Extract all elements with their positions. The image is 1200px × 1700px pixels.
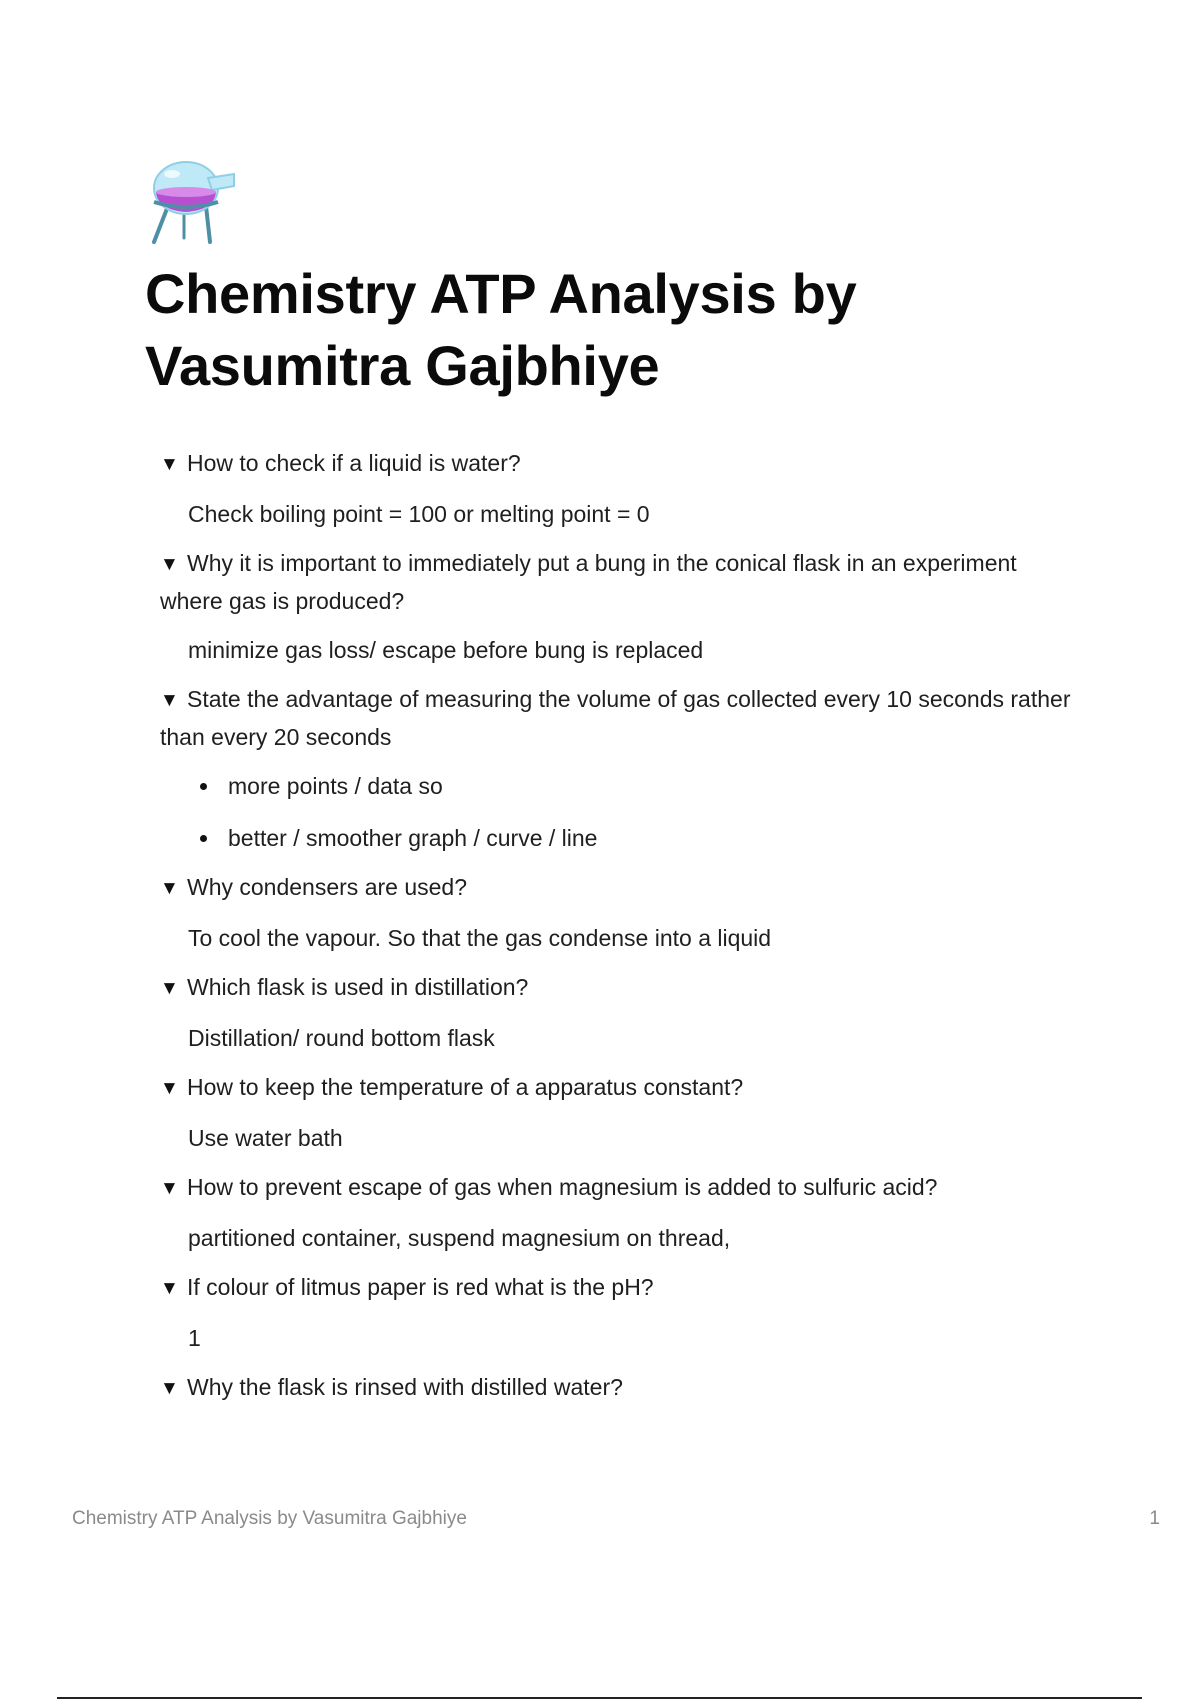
toggle-question[interactable]: ▼ State the advantage of measuring the volume of gas collected every 10 seconds rather than every 20 seconds [160,681,1080,755]
flask-icon [146,158,236,244]
footer-title: Chemistry ATP Analysis by Vasumitra Gajbhiye [72,1508,467,1529]
toggle-question[interactable]: ▼ How to prevent escape of gas when magnesium is added to sulfuric acid? [160,1169,1080,1207]
caret-down-icon[interactable]: ▼ [160,1278,179,1299]
toggle-question[interactable]: ▼ How to check if a liquid is water? [160,445,1080,483]
toggle-question[interactable]: ▼ Why it is important to immediately put a bung in the conical flask in an experiment where gas is produced? [160,545,1080,619]
toggle-block[interactable] [160,681,1080,856]
toggle-list [160,445,1080,1407]
toggle-block[interactable] [160,969,1080,1056]
caret-down-icon[interactable]: ▼ [160,690,179,711]
toggle-block[interactable] [160,445,1080,532]
toggle-question[interactable]: ▼ Why condensers are used? [160,869,1080,907]
toggle-question[interactable]: ▼ If colour of litmus paper is red what is the pH? [160,1269,1080,1307]
bullet-dot-icon [200,783,207,790]
toggle-answer: 1 [188,1325,201,1351]
caret-down-icon[interactable]: ▼ [160,1178,179,1199]
page-divider [57,1697,1142,1699]
toggle-answer: partitioned container, suspend magnesium on thread, [188,1225,731,1251]
caret-down-icon[interactable]: ▼ [160,454,179,475]
toggle-block[interactable] [160,869,1080,956]
toggle-block[interactable] [160,545,1080,668]
toggle-block[interactable] [160,1169,1080,1256]
caret-down-icon[interactable]: ▼ [160,554,179,575]
toggle-answer: Check boiling point = 100 or melting point = 0 [188,501,650,527]
toggle-answer: Distillation/ round bottom flask [188,1025,495,1051]
caret-down-icon[interactable]: ▼ [160,878,179,899]
caret-down-icon[interactable]: ▼ [160,978,179,999]
toggle-question[interactable]: ▼ Why the flask is rinsed with distilled water? [160,1369,1080,1407]
toggle-block[interactable] [160,1269,1080,1356]
page-title: Chemistry ATP Analysis by Vasumitra Gajbhiye [145,262,857,397]
page-number: 1 [1149,1508,1160,1529]
bullet-item: more points / data so [200,768,1080,804]
bullet-item: better / smoother graph / curve / line [200,820,1080,856]
toggle-block[interactable] [160,1069,1080,1156]
toggle-question[interactable]: ▼ How to keep the temperature of a apparatus constant? [160,1069,1080,1107]
bullet-list [200,768,1080,856]
toggle-question[interactable]: ▼ Which flask is used in distillation? [160,969,1080,1007]
bullet-dot-icon [200,835,207,842]
toggle-answer: To cool the vapour. So that the gas condense into a liquid [188,925,772,951]
toggle-block[interactable] [160,1369,1080,1407]
toggle-answer: minimize gas loss/ escape before bung is replaced [188,637,704,663]
caret-down-icon[interactable]: ▼ [160,1378,179,1399]
caret-down-icon[interactable]: ▼ [160,1078,179,1099]
toggle-answer: Use water bath [188,1125,343,1151]
